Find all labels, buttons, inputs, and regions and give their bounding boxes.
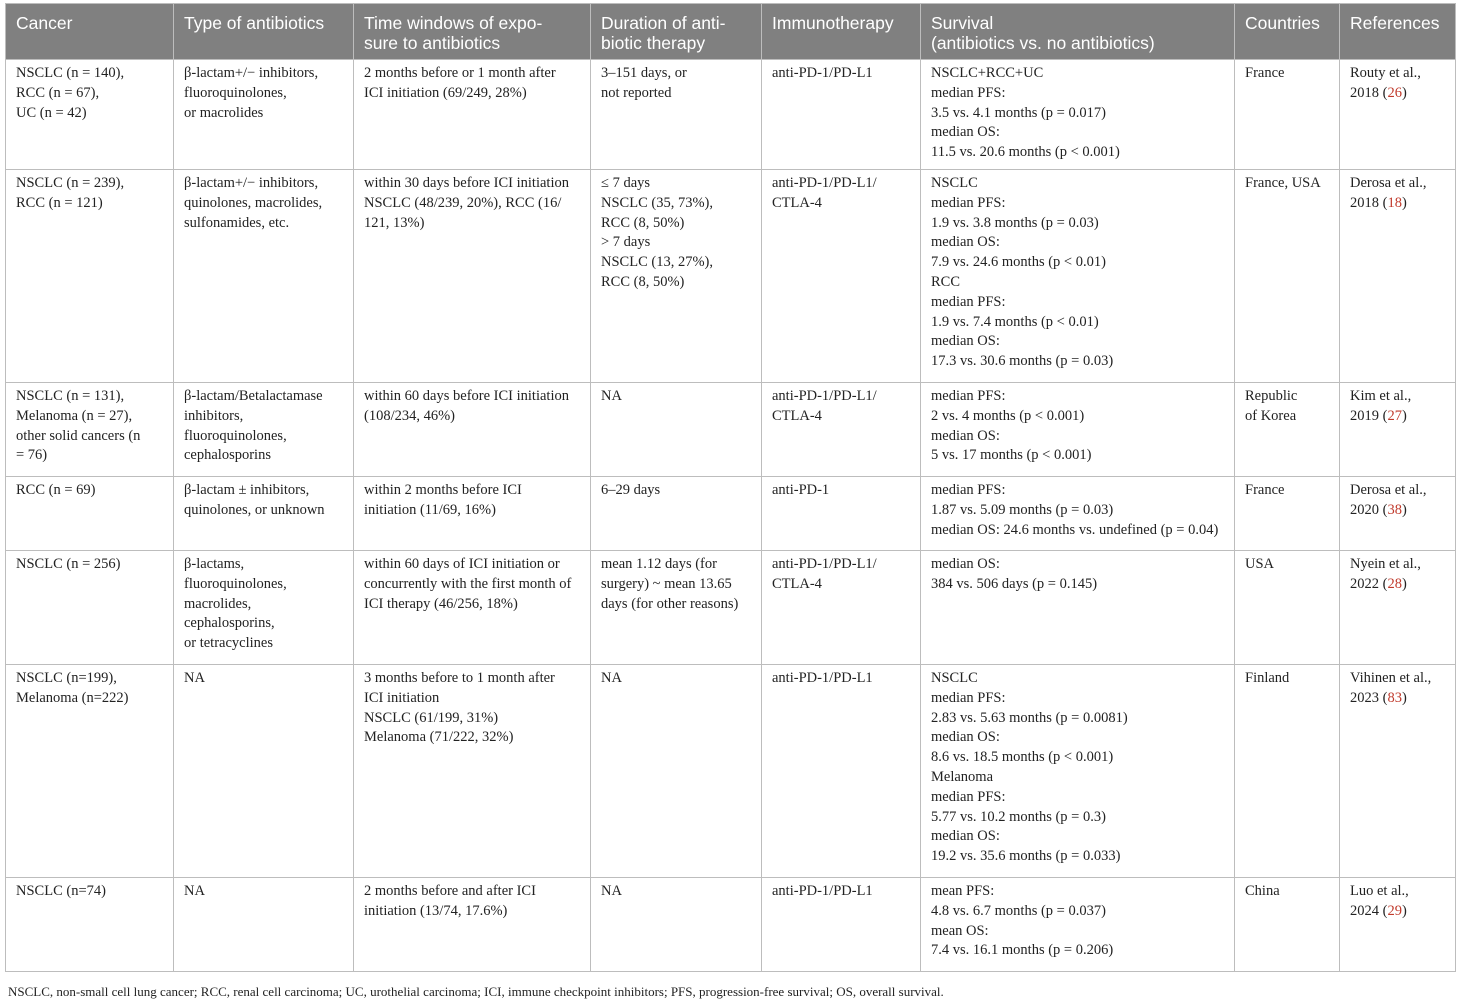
time-window-cell	[354, 170, 591, 383]
antibiotics-cell	[174, 665, 354, 878]
column-header-line: Cancer	[16, 13, 73, 33]
cell-line: or tetracyclines	[184, 635, 273, 652]
cell-line: CTLA-4	[772, 194, 822, 211]
table-row	[6, 665, 1456, 878]
reference-year-line: 2020 (38)	[1350, 501, 1407, 518]
duration-cell	[591, 477, 762, 551]
duration-cell	[591, 383, 762, 477]
cell-line: 1.87 vs. 5.09 months (p = 0.03)	[931, 501, 1114, 518]
table-row	[6, 170, 1456, 383]
cell-line: CTLA-4	[772, 407, 822, 424]
cell-line: NSCLC (n = 239),	[16, 175, 125, 191]
citation-link[interactable]: 83	[1387, 689, 1402, 706]
cell-line: cephalosporins,	[184, 615, 275, 632]
survival-cell	[921, 60, 1235, 170]
cell-line: Melanoma	[931, 768, 994, 785]
cell-line: NSCLC (n = 140),	[16, 65, 125, 81]
column-header-line: Immunotherapy	[772, 13, 894, 33]
cell-line: = 76)	[16, 447, 48, 464]
cell-line: median PFS:	[931, 293, 1006, 310]
cell-line: NA	[601, 883, 622, 899]
cell-line: Republic	[1245, 388, 1298, 404]
cell-line: 5 vs. 17 months (p < 0.001)	[931, 447, 1092, 464]
antibiotics-cell	[174, 551, 354, 665]
table-container	[5, 3, 1455, 972]
cancer-cell	[6, 170, 174, 383]
cell-line: fluoroquinolones,	[184, 84, 287, 101]
cell-line: 4.8 vs. 6.7 months (p = 0.037)	[931, 902, 1106, 919]
time-window-cell	[354, 477, 591, 551]
cell-line: NA	[601, 388, 622, 404]
cell-line: within 60 days before ICI initiation	[364, 388, 569, 404]
cell-line: anti-PD-1	[772, 482, 830, 498]
cell-line: NSCLC (48/239, 20%), RCC (16/	[364, 194, 562, 211]
cancer-cell	[6, 383, 174, 477]
column-header-line: Countries	[1245, 13, 1320, 33]
cell-line: 2.83 vs. 5.63 months (p = 0.0081)	[931, 709, 1128, 726]
reference-year-line: 2023 (83)	[1350, 689, 1407, 706]
cell-line: median OS:	[931, 729, 1000, 746]
cell-line: 11.5 vs. 20.6 months (p < 0.001)	[931, 144, 1120, 161]
reference-year: 2018	[1350, 84, 1379, 101]
cell-line: NSCLC (n=199),	[16, 670, 117, 686]
cell-line: median OS:	[931, 828, 1000, 845]
cell-line: quinolones, macrolides,	[184, 194, 323, 211]
cell-line: fluoroquinolones,	[184, 427, 287, 444]
cancer-cell	[6, 878, 174, 972]
cell-line: 17.3 vs. 30.6 months (p = 0.03)	[931, 353, 1114, 370]
header-row	[6, 4, 1456, 60]
cell-line: not reported	[601, 84, 672, 101]
immunotherapy-cell	[762, 477, 921, 551]
countries-cell	[1235, 60, 1340, 170]
antibiotics-cell	[174, 878, 354, 972]
cell-line: RCC (n = 69)	[16, 482, 96, 498]
cell-line: median PFS:	[931, 482, 1006, 498]
cell-line: NA	[184, 670, 205, 686]
cell-line: β-lactam ± inhibitors,	[184, 482, 310, 498]
cancer-cell	[6, 665, 174, 878]
cell-line: 19.2 vs. 35.6 months (p = 0.033)	[931, 848, 1121, 865]
cell-line: ICI initiation (69/249, 28%)	[364, 84, 527, 101]
cell-line: 3.5 vs. 4.1 months (p = 0.017)	[931, 104, 1106, 121]
time-window-cell	[354, 551, 591, 665]
cell-line: 2 vs. 4 months (p < 0.001)	[931, 407, 1085, 424]
countries-cell	[1235, 477, 1340, 551]
reference-year-line: 2019 (27)	[1350, 407, 1407, 424]
cell-line: median PFS:	[931, 194, 1006, 211]
cell-line: quinolones, or unknown	[184, 501, 325, 518]
duration-cell	[591, 170, 762, 383]
cancer-cell	[6, 477, 174, 551]
cell-line: surgery) ~ mean 13.65	[601, 575, 732, 592]
time-window-cell	[354, 383, 591, 477]
immunotherapy-cell	[762, 383, 921, 477]
table-row	[6, 878, 1456, 972]
cell-line: France, USA	[1245, 175, 1321, 191]
column-header-2	[174, 4, 354, 60]
cell-line: NSCLC (n = 131),	[16, 388, 125, 404]
cell-line: anti-PD-1/PD-L1/	[772, 175, 877, 191]
table-row	[6, 551, 1456, 665]
cell-line: 1.9 vs. 3.8 months (p = 0.03)	[931, 214, 1099, 231]
immunotherapy-cell	[762, 60, 921, 170]
cell-line: β-lactam/Betalactamase	[184, 388, 323, 404]
cell-line: median OS:	[931, 556, 1000, 572]
cell-line: 3 months before to 1 month after	[364, 670, 555, 686]
cell-line: France	[1245, 65, 1285, 81]
cell-line: concurrently with the first month of	[364, 575, 572, 592]
cell-line: 3–151 days, or	[601, 65, 687, 81]
citation-link[interactable]: 29	[1387, 902, 1402, 919]
references-cell	[1340, 477, 1456, 551]
countries-cell	[1235, 551, 1340, 665]
cell-line: days (for other reasons)	[601, 595, 739, 612]
cell-line: mean 1.12 days (for	[601, 556, 717, 572]
cell-line: 384 vs. 506 days (p = 0.145)	[931, 575, 1098, 592]
immunotherapy-cell	[762, 665, 921, 878]
cell-line: NA	[184, 883, 205, 899]
table-footnote: NSCLC, non-small cell lung cancer; RCC, renal cell carcinoma; UC, urothelial carcinoma; ICI, immune checkpoint inhibitors; PFS, progression-free survival; OS, overall survival.	[8, 984, 944, 999]
cell-line: Finland	[1245, 670, 1290, 686]
references-cell	[1340, 878, 1456, 972]
column-header-5	[762, 4, 921, 60]
survival-cell	[921, 477, 1235, 551]
column-header-line: Duration of anti-	[601, 13, 726, 33]
cell-line: 2 months before or 1 month after	[364, 65, 556, 81]
antibiotics-cell	[174, 477, 354, 551]
time-window-cell	[354, 665, 591, 878]
cell-line: median PFS:	[931, 84, 1006, 101]
cell-line: of Korea	[1245, 407, 1297, 424]
cancer-cell	[6, 60, 174, 170]
cell-line: 8.6 vs. 18.5 months (p < 0.001)	[931, 749, 1114, 766]
column-header-3	[354, 4, 591, 60]
references-cell	[1340, 551, 1456, 665]
cell-line: cephalosporins	[184, 447, 271, 464]
cell-line: ICI therapy (46/256, 18%)	[364, 595, 518, 612]
cell-line: CTLA-4	[772, 575, 822, 592]
survival-cell	[921, 383, 1235, 477]
countries-cell	[1235, 878, 1340, 972]
survival-cell	[921, 551, 1235, 665]
cell-line: USA	[1245, 556, 1275, 572]
references-cell	[1340, 665, 1456, 878]
reference-year-line: 2024 (29)	[1350, 902, 1407, 919]
cell-line: anti-PD-1/PD-L1	[772, 670, 873, 686]
citation-link[interactable]: 38	[1387, 501, 1402, 518]
citation-link[interactable]: 26	[1387, 84, 1402, 101]
reference-author: Nyein et al.,	[1350, 556, 1421, 572]
cell-line: anti-PD-1/PD-L1	[772, 65, 873, 81]
table-row	[6, 60, 1456, 170]
cell-line: median OS:	[931, 234, 1000, 251]
cell-line: fluoroquinolones,	[184, 575, 287, 592]
cell-line: mean PFS:	[931, 883, 995, 899]
cell-line: β-lactam+/− inhibitors,	[184, 175, 319, 191]
cell-line: median PFS:	[931, 788, 1006, 805]
cell-line: within 60 days of ICI initiation or	[364, 556, 560, 572]
cell-line: NSCLC	[931, 670, 978, 686]
citation-link[interactable]: 18	[1387, 194, 1402, 211]
cell-line: Melanoma (n = 27),	[16, 407, 133, 424]
countries-cell	[1235, 383, 1340, 477]
cell-line: anti-PD-1/PD-L1/	[772, 388, 877, 404]
cell-line: ICI initiation	[364, 689, 440, 706]
reference-year: 2024	[1350, 902, 1379, 919]
column-header-line: Survival	[931, 13, 994, 33]
citation-link[interactable]: 28	[1387, 575, 1402, 592]
reference-year: 2020	[1350, 501, 1379, 518]
survival-cell	[921, 878, 1235, 972]
cell-line: median PFS:	[931, 388, 1006, 404]
survival-cell	[921, 170, 1235, 383]
duration-cell	[591, 60, 762, 170]
cell-line: 7.9 vs. 24.6 months (p < 0.01)	[931, 254, 1106, 271]
cell-line: NSCLC (61/199, 31%)	[364, 709, 499, 726]
table-row	[6, 383, 1456, 477]
column-header-line: biotic therapy	[601, 33, 706, 53]
countries-cell	[1235, 665, 1340, 878]
duration-cell	[591, 878, 762, 972]
survival-cell	[921, 665, 1235, 878]
table-body	[6, 60, 1456, 972]
cell-line: RCC	[931, 273, 961, 290]
column-header-line: Time windows of expo-	[364, 13, 543, 33]
cell-line: mean OS:	[931, 922, 989, 939]
antibiotics-ici-table	[5, 3, 1456, 972]
column-header-line: sure to antibiotics	[364, 33, 501, 53]
cell-line: UC (n = 42)	[16, 104, 87, 121]
column-header-line: (antibiotics vs. no antibiotics)	[931, 33, 1155, 53]
references-cell	[1340, 60, 1456, 170]
cell-line: France	[1245, 482, 1285, 498]
cell-line: NSCLC	[931, 175, 978, 191]
cell-line: 121, 13%)	[364, 214, 425, 231]
column-header-8	[1340, 4, 1456, 60]
column-header-4	[591, 4, 762, 60]
cell-line: within 30 days before ICI initiation	[364, 175, 569, 191]
cell-line: 1.9 vs. 7.4 months (p < 0.01)	[931, 313, 1099, 330]
cancer-cell	[6, 551, 174, 665]
citation-link[interactable]: 27	[1387, 407, 1402, 424]
reference-year-line: 2018 (26)	[1350, 84, 1407, 101]
cell-line: RCC (n = 67),	[16, 84, 100, 101]
cell-line: median OS:	[931, 427, 1000, 444]
cell-line: NSCLC+RCC+UC	[931, 65, 1044, 81]
cell-line: other solid cancers (n	[16, 427, 141, 444]
cell-line: RCC (n = 121)	[16, 194, 103, 211]
reference-year-line: 2022 (28)	[1350, 575, 1407, 592]
column-header-7	[1235, 4, 1340, 60]
column-header-1	[6, 4, 174, 60]
cell-line: or macrolides	[184, 104, 264, 121]
immunotherapy-cell	[762, 551, 921, 665]
cell-line: β-lactams,	[184, 556, 245, 572]
immunotherapy-cell	[762, 170, 921, 383]
cell-line: median OS:	[931, 124, 1000, 141]
reference-year: 2022	[1350, 575, 1379, 592]
reference-year: 2019	[1350, 407, 1379, 424]
cell-line: sulfonamides, etc.	[184, 214, 290, 231]
reference-author: Luo et al.,	[1350, 883, 1409, 899]
cell-line: inhibitors,	[184, 407, 244, 424]
cell-line: median OS:	[931, 333, 1000, 350]
time-window-cell	[354, 878, 591, 972]
cell-line: NA	[601, 670, 622, 686]
cell-line: 5.77 vs. 10.2 months (p = 0.3)	[931, 808, 1106, 825]
reference-year: 2018	[1350, 194, 1379, 211]
cell-line: > 7 days	[601, 234, 651, 251]
cell-line: (108/234, 46%)	[364, 407, 456, 424]
cell-line: macrolides,	[184, 595, 252, 612]
cell-line: median PFS:	[931, 689, 1006, 706]
countries-cell	[1235, 170, 1340, 383]
cell-line: β-lactam+/− inhibitors,	[184, 65, 319, 81]
cell-line: NSCLC (13, 27%),	[601, 254, 713, 271]
reference-author: Derosa et al.,	[1350, 482, 1427, 498]
duration-cell	[591, 551, 762, 665]
cell-line: ≤ 7 days	[601, 175, 651, 191]
cell-line: 7.4 vs. 16.1 months (p = 0.206)	[931, 942, 1114, 959]
reference-author: Vihinen et al.,	[1350, 670, 1432, 686]
cell-line: median OS: 24.6 months vs. undefined (p = 0.04)	[931, 521, 1219, 538]
cell-line: Melanoma (n=222)	[16, 689, 129, 706]
reference-year-line: 2018 (18)	[1350, 194, 1407, 211]
reference-author: Routy et al.,	[1350, 65, 1421, 81]
cell-line: NSCLC (n = 256)	[16, 556, 121, 572]
cell-line: NSCLC (35, 73%),	[601, 194, 713, 211]
cell-line: initiation (11/69, 16%)	[364, 501, 496, 518]
immunotherapy-cell	[762, 878, 921, 972]
time-window-cell	[354, 60, 591, 170]
cell-line: RCC (8, 50%)	[601, 273, 685, 290]
cell-line: within 2 months before ICI	[364, 482, 522, 498]
reference-year: 2023	[1350, 689, 1379, 706]
column-header-line: Type of antibiotics	[184, 13, 325, 33]
antibiotics-cell	[174, 170, 354, 383]
duration-cell	[591, 665, 762, 878]
cell-line: 6–29 days	[601, 482, 661, 498]
references-cell	[1340, 383, 1456, 477]
cell-line: Melanoma (71/222, 32%)	[364, 729, 514, 746]
column-header-6	[921, 4, 1235, 60]
cell-line: 2 months before and after ICI	[364, 883, 536, 899]
antibiotics-cell	[174, 383, 354, 477]
reference-author: Kim et al.,	[1350, 388, 1412, 404]
cell-line: anti-PD-1/PD-L1/	[772, 556, 877, 572]
antibiotics-cell	[174, 60, 354, 170]
cell-line: anti-PD-1/PD-L1	[772, 883, 873, 899]
cell-line: China	[1245, 883, 1280, 899]
table-row	[6, 477, 1456, 551]
cell-line: initiation (13/74, 17.6%)	[364, 902, 508, 919]
reference-author: Derosa et al.,	[1350, 175, 1427, 191]
cell-line: NSCLC (n=74)	[16, 883, 106, 899]
cell-line: RCC (8, 50%)	[601, 214, 685, 231]
column-header-line: References	[1350, 13, 1440, 33]
references-cell	[1340, 170, 1456, 383]
